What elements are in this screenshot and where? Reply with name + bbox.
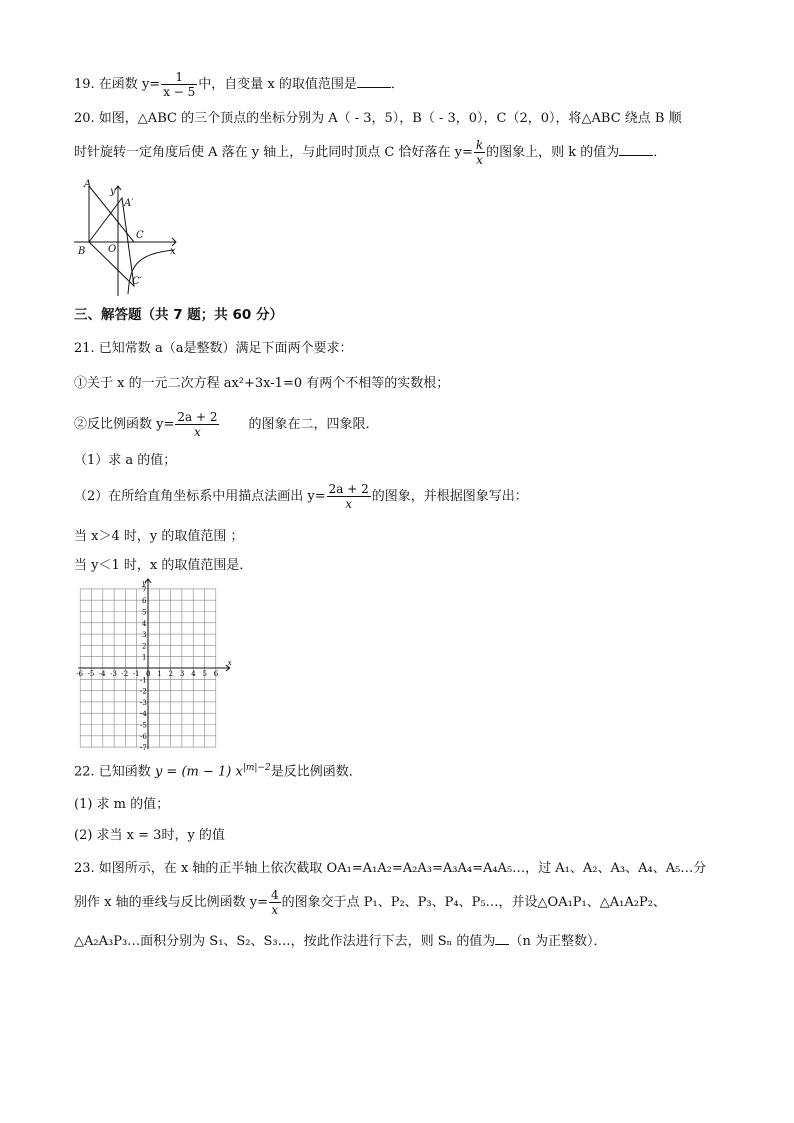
q19-prefix: 19. 在函数 y=: [74, 77, 161, 92]
grid-y-tick: -5: [140, 721, 147, 730]
grid-y-tick: -1: [140, 676, 147, 685]
hyperbola-branch: [128, 250, 174, 294]
question-22-part1: (1) 求 m 的值；: [74, 797, 170, 812]
question-21-line3: ②反比例函数 y= $\frac{2a + 2}{x}$ 的图象在二，四象限．: [74, 410, 379, 439]
question-21-line-b: 当 y＜1 时，x 的取值范围是．: [74, 558, 253, 573]
grid-x-tick: 1: [157, 670, 162, 678]
coordinate-grid: [74, 578, 240, 753]
grid-y-label: y: [142, 578, 146, 587]
question-21-line1: 21. 已知常数 a（a是整数）满足下面两个要求：: [74, 341, 353, 356]
question-20-line1: 20. 如图，△ABC 的三个顶点的坐标分别为 A（ - 3，5），B（ - 3，0），C（2，0），将△ABC 绕点 B 顺: [74, 111, 682, 126]
grid-y-tick: 2: [142, 642, 147, 651]
q21-fraction: $\frac{2a + 2}{x}$: [177, 410, 218, 439]
q22-exponent: |m|−2: [242, 763, 271, 773]
q20-fraction: $\frac{k}{x}$: [475, 138, 484, 167]
q20-answer-blank[interactable]: [619, 143, 653, 156]
q22-expression: y = (m − 1) x: [154, 764, 243, 780]
q23-fraction: $\frac{4}{x}$: [270, 888, 279, 917]
label-b: B: [78, 246, 86, 257]
question-21-line-a: 当 x＞4 时，y 的取值范围 ；: [74, 529, 244, 544]
label-c: C: [136, 230, 144, 241]
grid-y-tick: 7: [142, 585, 147, 594]
q19-fraction: $\frac{1}{x - 5}$: [163, 70, 196, 99]
question-21-line2: ①关于 x 的一元二次方程 ax²+3x-1=0 有两个不相等的实数根；: [74, 376, 450, 391]
question-23-line1: 23. 如图所示，在 x 轴的正半轴上依次截取 OA₁=A₁A₂=A₂A₃=A₃A₄=A₄A₅…，过 A₁、A₂、A₃、A₄、A₅…分: [74, 861, 707, 876]
q19-suffix: 中，自变量 x 的取值范围是: [198, 77, 357, 92]
question-22-part2: (2) 求当 x = 3时，y 的值: [74, 828, 225, 843]
q21-part2-fraction: $\frac{2a + 2}{x}$: [328, 482, 369, 511]
label-c-prime: C′: [132, 276, 142, 287]
label-a-prime: A′: [124, 198, 134, 209]
grid-x-tick: -4: [98, 670, 106, 678]
grid-x-tick: 4: [191, 670, 196, 678]
label-y: y: [110, 186, 116, 197]
grid-y-tick: -2: [140, 687, 147, 696]
grid-x-tick: 6: [213, 670, 219, 678]
grid-x-tick: 5: [202, 670, 207, 678]
question-21-part1: （1）求 a 的值；: [74, 453, 177, 468]
label-o: O: [108, 244, 117, 255]
question-21-part2: （2）在所给直角坐标系中用描点法画出 y= $\frac{2a + 2}{x}$ 的图象，并根据图象写出：: [74, 482, 528, 511]
q20-figure: [74, 178, 184, 296]
q19-answer-blank[interactable]: [357, 75, 391, 88]
grid-x-tick: 0: [146, 670, 151, 678]
label-x: x: [170, 246, 176, 257]
q23-answer-blank[interactable]: [495, 932, 509, 945]
grid-y-tick: -6: [140, 732, 147, 741]
grid-x-tick: -1: [132, 670, 140, 678]
question-19: 19. 在函数 y= $\frac{1}{x - 5}$ 中，自变量 x 的取值范围是 ．: [74, 70, 404, 99]
grid-x-tick: -6: [76, 670, 84, 678]
question-20-line2: 时针旋转一定角度后使 A 落在 y 轴上，与此同时顶点 C 恰好落在 y= $\frac{k}{x}$ 的图象上，则 k 的值为 ．: [74, 138, 667, 167]
question-23-line3: △A₂A₃P₃…面积分别为 S₁、S₂、S₃…，按此作法进行下去，则 Sₙ 的值为 （n 为正整数）．: [74, 934, 607, 949]
question-22-line1: 22. 已知函数 y = (m − 1) $x^{|m|-2}$是反比例函数．: [74, 763, 362, 780]
grid-y-tick: -4: [140, 710, 147, 719]
grid-y-tick: 4: [142, 619, 147, 628]
question-23-line2: 别作 x 轴的垂线与反比例函数 y= $\frac{4}{x}$ 的图象交于点 P₁、P₂、P₃、P₄、P₅…，并设△OA₁P₁、△A₁A₂P₂、: [74, 888, 666, 917]
grid-x-label: x: [227, 659, 232, 667]
section-3-heading: 三、解答题（共 7 题；共 60 分）: [74, 307, 283, 323]
grid-x-tick: 2: [168, 670, 174, 678]
grid-x-tick: -2: [121, 670, 129, 678]
grid-y-tick: 3: [142, 631, 147, 640]
grid-y-tick: 1: [142, 653, 147, 662]
grid-y-tick: -3: [140, 698, 147, 707]
grid-y-tick: 5: [142, 608, 147, 617]
grid-x-tick: -3: [110, 670, 117, 678]
grid-x-tick: 3: [179, 670, 185, 678]
grid-y-tick: -7: [140, 744, 147, 753]
grid-y-tick: 6: [142, 597, 147, 606]
label-a: A: [84, 179, 92, 190]
grid-x-tick: -5: [87, 670, 95, 678]
